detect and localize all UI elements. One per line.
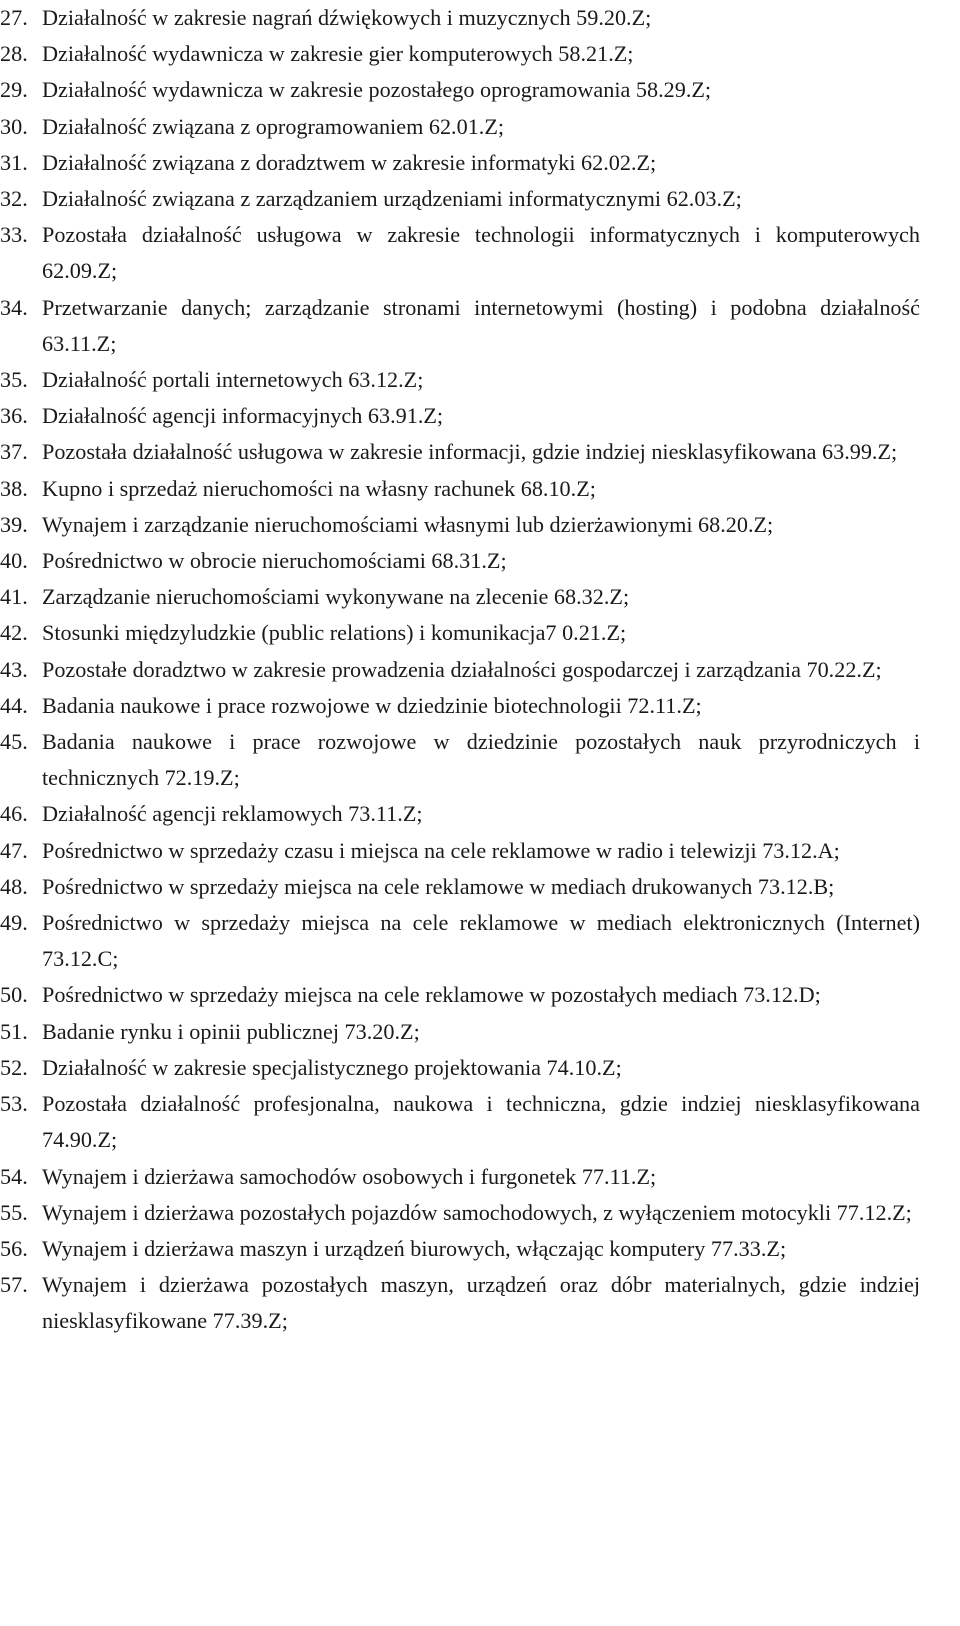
list-item <box>0 652 920 688</box>
list-item-text: Wynajem i dzierżawa samochodów osobowych i furgonetek 77.11.Z; <box>42 1163 657 1189</box>
list-item-number: 30. <box>0 113 28 139</box>
list-item-number: 54. <box>0 1163 28 1189</box>
list-item <box>0 1014 920 1050</box>
list-item-text: Kupno i sprzedaż nieruchomości na własny rachunek 68.10.Z; <box>42 475 596 501</box>
list-item-number: 31. <box>0 149 28 175</box>
list-item <box>0 36 920 72</box>
list-item <box>0 833 920 869</box>
list-item-number: 40. <box>0 548 28 574</box>
list-item-number: 51. <box>0 1018 28 1044</box>
list-item-text: Stosunki międzyludzkie (public relations) i komunikacja7 0.21.Z; <box>42 620 627 646</box>
list-item <box>0 290 920 362</box>
list-item-text: Pozostałe doradztwo w zakresie prowadzenia działalności gospodarczej i zarządzania 70.22.Z; <box>42 656 882 682</box>
list-item <box>0 109 920 145</box>
list-item <box>0 543 920 579</box>
list-item-number: 37. <box>0 439 28 465</box>
list-item-text: Działalność wydawnicza w zakresie pozostałego oprogramowania 58.29.Z; <box>42 77 712 103</box>
list-item-text: Pośrednictwo w sprzedaży miejsca na cele reklamowe w pozostałych mediach 73.12.D; <box>42 982 821 1008</box>
list-item-text: Wynajem i dzierżawa maszyn i urządzeń biurowych, włączając komputery 77.33.Z; <box>42 1235 787 1261</box>
list-item-text: Działalność agencji informacyjnych 63.91.Z; <box>42 403 444 429</box>
list-item-text: Pozostała działalność profesjonalna, naukowa i techniczna, gdzie indziej niesklasyfikowana 74.90.Z; <box>42 1091 920 1153</box>
list-item-number: 36. <box>0 403 28 429</box>
list-item-text: Działalność agencji reklamowych 73.11.Z; <box>42 801 423 827</box>
list-item-number: 27. <box>0 5 28 30</box>
list-item <box>0 398 920 434</box>
list-item <box>0 1159 920 1195</box>
list-item-number: 34. <box>0 294 28 320</box>
list-item-number: 42. <box>0 620 28 646</box>
list-item-text: Badanie rynku i opinii publicznej 73.20.Z; <box>42 1018 420 1044</box>
list-item <box>0 905 920 977</box>
list-item-text: Wynajem i dzierżawa pozostałych maszyn, urządzeń oraz dóbr materialnych, gdzie indziej niesklasyfikowane 77.39.Z; <box>42 1272 920 1334</box>
list-item-number: 41. <box>0 584 28 610</box>
list-item <box>0 1231 920 1267</box>
list-item <box>0 579 920 615</box>
list-item <box>0 724 920 796</box>
list-item-text: Pozostała działalność usługowa w zakresie technologii informatycznych i komputerowych 62.09.Z; <box>42 222 920 284</box>
list-item <box>0 145 920 181</box>
list-item-text: Badania naukowe i prace rozwojowe w dziedzinie pozostałych nauk przyrodniczych i technicznych 72.19.Z; <box>42 729 920 791</box>
list-item <box>0 1195 920 1231</box>
list-item-text: Badania naukowe i prace rozwojowe w dziedzinie biotechnologii 72.11.Z; <box>42 692 702 718</box>
list-item <box>0 1050 920 1086</box>
list-item-text: Pośrednictwo w obrocie nieruchomościami 68.31.Z; <box>42 548 507 574</box>
list-item-text: Działalność w zakresie nagrań dźwiękowych i muzycznych 59.20.Z; <box>42 5 652 30</box>
list-item <box>0 362 920 398</box>
list-item-number: 38. <box>0 475 28 501</box>
list-item-number: 29. <box>0 77 28 103</box>
list-item-text: Działalność w zakresie specjalistycznego projektowania 74.10.Z; <box>42 1054 622 1080</box>
list-item-text: Zarządzanie nieruchomościami wykonywane na zlecenie 68.32.Z; <box>42 584 630 610</box>
list-item-number: 28. <box>0 41 28 67</box>
list-item-number: 32. <box>0 186 28 212</box>
list-item-text: Wynajem i zarządzanie nieruchomościami własnymi lub dzierżawionymi 68.20.Z; <box>42 511 774 537</box>
list-item <box>0 1086 920 1158</box>
list-item-number: 33. <box>0 222 28 248</box>
list-item <box>0 615 920 651</box>
list-item <box>0 1267 920 1339</box>
list-item-text: Działalność związana z zarządzaniem urządzeniami informatycznymi 62.03.Z; <box>42 186 742 212</box>
list-item <box>0 471 920 507</box>
list-item <box>0 217 920 289</box>
list-item-number: 50. <box>0 982 28 1008</box>
list-item <box>0 72 920 108</box>
list-item-number: 39. <box>0 511 28 537</box>
list-item <box>0 434 920 470</box>
list-item-text: Pośrednictwo w sprzedaży miejsca na cele reklamowe w mediach elektronicznych (Internet) 73.12.C; <box>42 910 920 972</box>
list-item-number: 35. <box>0 367 28 393</box>
list-item-text: Działalność wydawnicza w zakresie gier komputerowych 58.21.Z; <box>42 41 634 67</box>
list-item <box>0 796 920 832</box>
list-item-number: 56. <box>0 1235 28 1261</box>
list-item-number: 49. <box>0 910 28 936</box>
list-item-number: 57. <box>0 1272 28 1298</box>
list-item-text: Pośrednictwo w sprzedaży miejsca na cele reklamowe w mediach drukowanych 73.12.B; <box>42 873 835 899</box>
list-item-text: Działalność związana z oprogramowaniem 62.01.Z; <box>42 113 505 139</box>
list-item-number: 46. <box>0 801 28 827</box>
list-item-text: Działalność portali internetowych 63.12.Z; <box>42 367 424 393</box>
list-item <box>0 688 920 724</box>
list-item-number: 45. <box>0 729 28 755</box>
list-item-number: 52. <box>0 1054 28 1080</box>
list-item <box>0 181 920 217</box>
list-item-number: 48. <box>0 873 28 899</box>
list-item-text: Przetwarzanie danych; zarządzanie stronami internetowymi (hosting) i podobna działalność 63.11.Z; <box>42 294 920 356</box>
list-item-number: 43. <box>0 656 28 682</box>
list-item-number: 55. <box>0 1199 28 1225</box>
list-item <box>0 507 920 543</box>
list-item-number: 44. <box>0 692 28 718</box>
list-item <box>0 869 920 905</box>
list-item <box>0 0 920 36</box>
list-item-text: Pośrednictwo w sprzedaży czasu i miejsca na cele reklamowe w radio i telewizji 73.12.A; <box>42 837 840 863</box>
list-item-number: 47. <box>0 837 28 863</box>
list-item-number: 53. <box>0 1091 28 1117</box>
list-item-text: Pozostała działalność usługowa w zakresie informacji, gdzie indziej niesklasyfikowana 63.99.Z; <box>42 439 898 465</box>
list-item-text: Wynajem i dzierżawa pozostałych pojazdów samochodowych, z wyłączeniem motocykli 77.12.Z; <box>42 1199 912 1225</box>
list-item <box>0 977 920 1013</box>
list-item-text: Działalność związana z doradztwem w zakresie informatyki 62.02.Z; <box>42 149 657 175</box>
